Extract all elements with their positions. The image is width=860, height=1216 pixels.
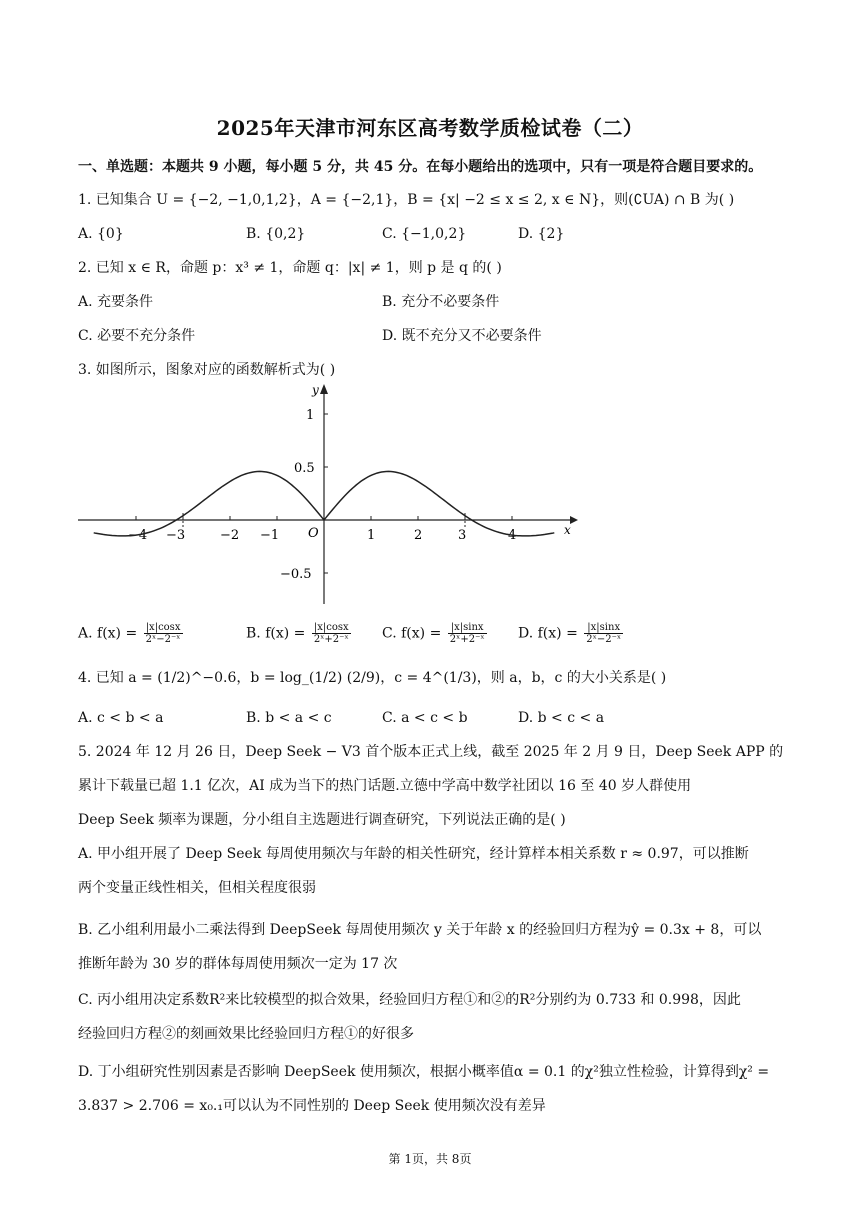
y-axis-arrow [320,384,328,394]
x-tick-label: −4 [128,528,148,543]
x-tick-label: 2 [414,528,423,543]
q3-option-b [246,622,353,645]
q3-b-prefix: B. f(x) = [246,625,306,642]
q3-option-c [382,622,489,645]
q5-option-d-line-2: 3.837 > 2.706 = x₀.₁可以认为不同性别的 Deep Seek 使用频次没有差异 [78,1098,546,1114]
section-heading: 一、单选题：本题共 9 小题，每小题 5 分，共 45 分。在每小题给出的选项中，只有一项是符合题目要求的。 [78,159,763,175]
x-tick-label: 4 [508,528,517,543]
q4-option-b: B. b < a < c [246,710,332,726]
q3-option-d [518,622,625,645]
y-tick-label: −0.5 [280,567,312,582]
q3-c-prefix: C. f(x) = [382,625,442,642]
page-title: 2025年天津市河东区高考数学质检试卷（二） [216,116,644,140]
q5-option-d-line-1: D. 丁小组研究性别因素是否影响 DeepSeek 使用频次，根据小概率值α = 0.1 的χ²独立性检验，计算得到χ² = [78,1064,770,1080]
q4-option-a: A. c < b < a [78,710,164,726]
q3-d-denominator: 2ˣ−2⁻ˣ [586,634,622,645]
q5-option-c-line-2: 经验回归方程②的刻画效果比经验回归方程①的好很多 [78,1026,414,1042]
x-axis-label: x [564,523,571,537]
x-tick-label: 3 [458,528,467,543]
q3-d-fraction [584,622,623,645]
q3-c-denominator: 2ˣ+2⁻ˣ [449,634,485,645]
q5-option-a-line-2: 两个变量正线性相关，但相关程度很弱 [78,880,316,896]
x-tick-label: −1 [260,528,280,543]
x-axis-arrow [570,516,578,524]
question-4-stem: 4. 已知 a = (1/2)^−0.6，b = log_(1/2) (2/9)，c = 4^(1/3)，则 a，b，c 的大小关系是( ) [78,670,667,686]
question-5-line-1: 5. 2024 年 12 月 26 日，Deep Seek − V3 首个版本正式上线，截至 2025 年 2 月 9 日，Deep Seek APP 的 [78,744,784,760]
page-footer: 第 1页，共 8页 [388,1152,472,1166]
q3-b-denominator: 2ˣ+2⁻ˣ [313,634,349,645]
q3-option-a [78,622,185,645]
question-1-stem: 1. 已知集合 U = {−2, −1,0,1,2}，A = {−2,1}，B = {x| −2 ≤ x ≤ 2, x ∈ N}，则(∁UA) ∩ B 为( ) [78,192,735,208]
q1-option-a: A. {0} [78,226,124,242]
question-2-stem: 2. 已知 x ∈ R，命题 p：x³ ≠ 1，命题 q：|x| ≠ 1，则 p 是 q 的( ) [78,260,502,276]
q3-b-numerator: |x|cosx [312,622,351,634]
q5-option-a-line-1: A. 甲小组开展了 Deep Seek 每周使用频次与年龄的相关性研究，经计算样本相关系数 r ≈ 0.97，可以推断 [78,846,749,862]
q3-c-fraction [448,622,487,645]
q5-option-b-line-1: B. 乙小组利用最小二乘法得到 DeepSeek 每周使用频次 y 关于年龄 x 的经验回归方程为ŷ = 0.3x + 8，可以 [78,922,762,938]
q5-option-c-line-1: C. 丙小组用决定系数R²来比较模型的拟合效果，经验回归方程①和②的R²分别约为 0.733 和 0.998，因此 [78,992,741,1008]
q1-option-c: C. {−1,0,2} [382,226,467,242]
y-tick-marks [324,414,328,573]
q2-option-d: D. 既不充分又不必要条件 [382,328,542,344]
q1-option-d: D. {2} [518,226,565,242]
x-tick-label: 1 [367,528,376,543]
q3-d-numerator: |x|sinx [584,622,623,634]
y-tick-label: 1 [306,408,315,423]
q3-a-numerator: |x|cosx [144,622,183,634]
q3-a-denominator: 2ˣ−2⁻ˣ [145,634,181,645]
y-axis-label: y [312,383,319,397]
q3-a-prefix: A. f(x) = [78,625,138,642]
q2-option-c: C. 必要不充分条件 [78,328,196,344]
q4-option-c: C. a < c < b [382,710,468,726]
q3-a-fraction [144,622,183,645]
question-5-line-2: 累计下载量已超 1.1 亿次，AI 成为当下的热门话题.立德中学高中数学社团以 16 至 40 岁人群使用 [78,778,692,794]
question-3-stem: 3. 如图所示，图象对应的函数解析式为( ) [78,362,336,378]
q1-option-b: B. {0,2} [246,226,306,242]
q4-option-d: D. b < c < a [518,710,605,726]
q2-option-b: B. 充分不必要条件 [382,294,500,310]
q3-d-prefix: D. f(x) = [518,625,578,642]
y-tick-label: 0.5 [294,461,315,476]
x-tick-label: −2 [220,528,240,543]
function-graph [70,382,590,607]
q2-option-a: A. 充要条件 [78,294,154,310]
q3-b-fraction [312,622,351,645]
q5-option-b-line-2: 推断年龄为 30 岁的群体每周使用频次一定为 17 次 [78,956,398,972]
x-tick-label: −3 [166,528,186,543]
origin-label: O [308,526,319,541]
q3-c-numerator: |x|sinx [448,622,487,634]
question-5-line-3: Deep Seek 频率为课题，分小组自主选题进行调查研究，下列说法正确的是( ) [78,812,566,828]
